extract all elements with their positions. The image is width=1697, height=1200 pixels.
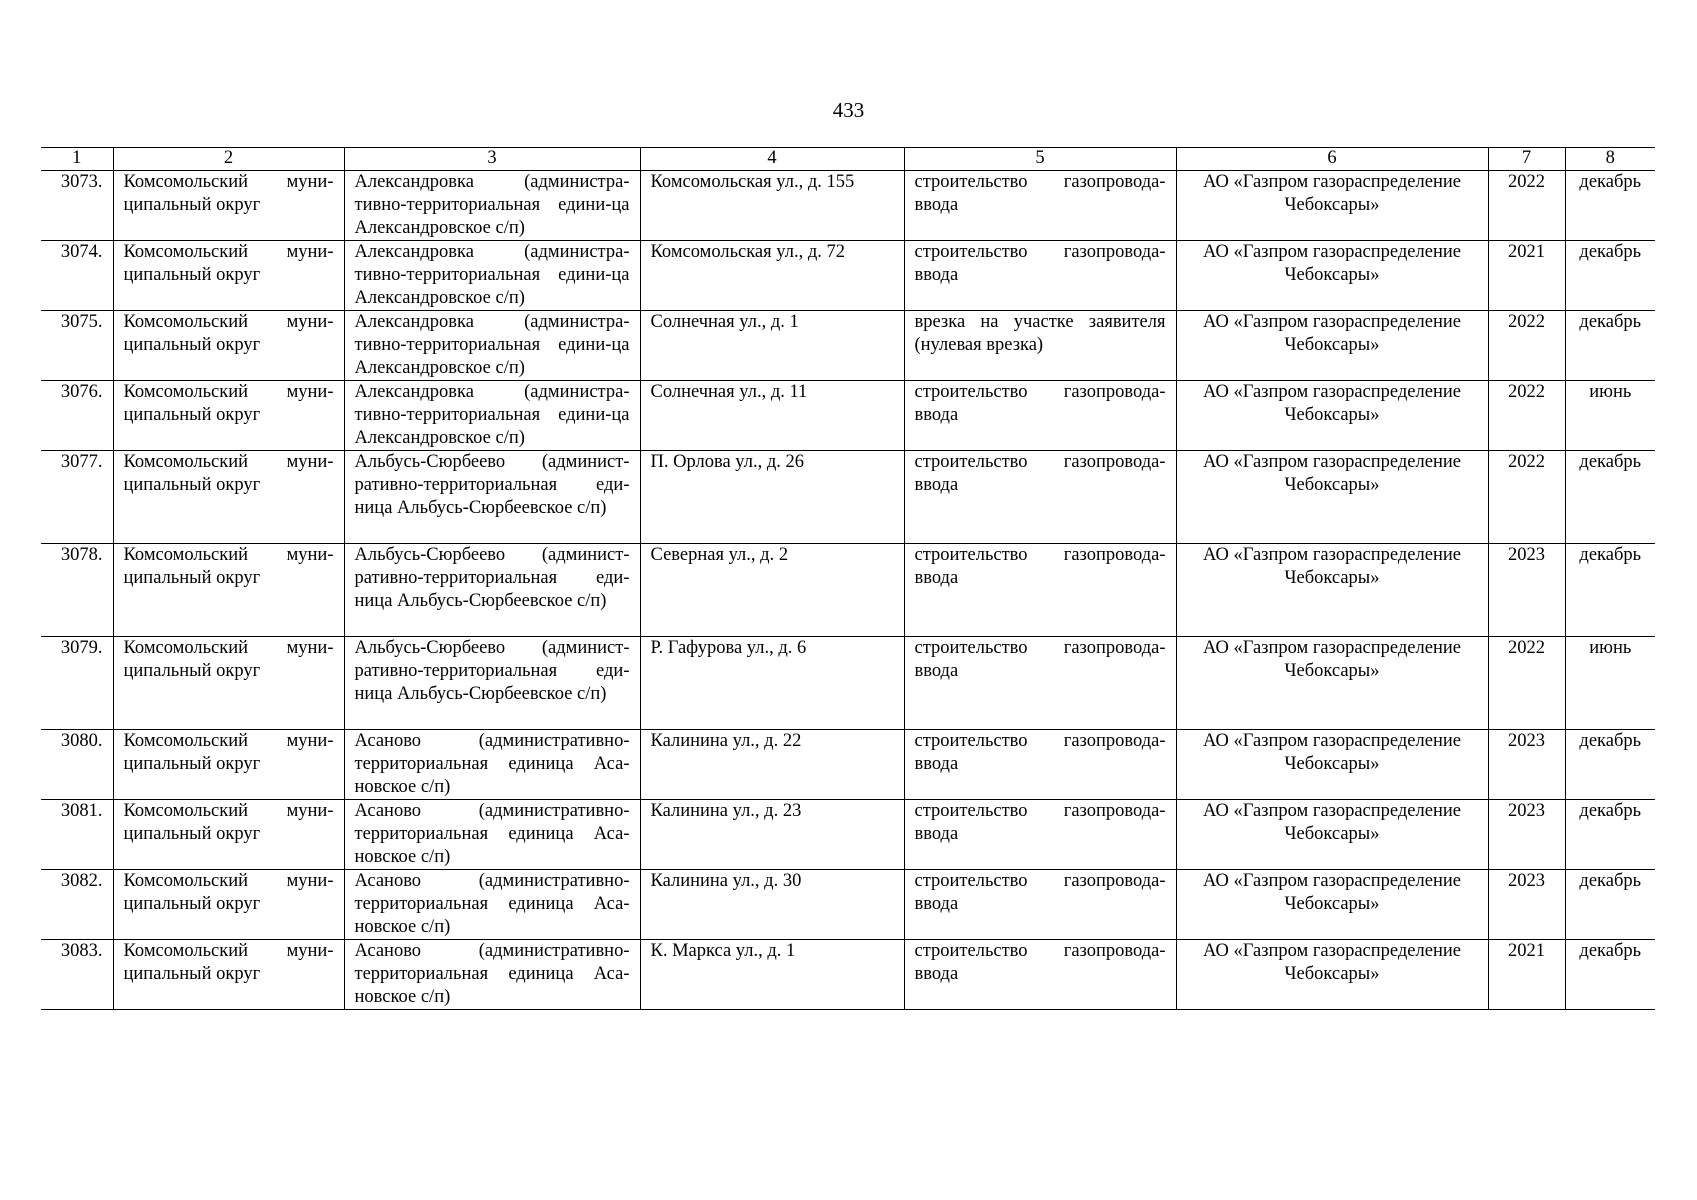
row-number: 3079. — [41, 637, 113, 730]
work-type-cell: строительство газопровода-ввода — [904, 870, 1176, 940]
year-cell: 2021 — [1488, 241, 1565, 311]
column-header: 1 — [41, 148, 113, 171]
page-number: 433 — [832, 98, 865, 122]
municipality-cell: Комсомольский муни-ципальный округ — [113, 637, 344, 730]
address-cell: Северная ул., д. 2 — [640, 544, 904, 637]
month-cell: декабрь — [1565, 171, 1655, 241]
column-header: 8 — [1565, 148, 1655, 171]
table-row — [41, 381, 1655, 451]
municipality-cell: Комсомольский муни-ципальный округ — [113, 241, 344, 311]
address-cell: Калинина ул., д. 30 — [640, 870, 904, 940]
locality-cell: Асаново (административно-территориальная единица Аса-новское с/п) — [344, 870, 640, 940]
organization-cell: АО «Газпром газораспределение Чебоксары» — [1176, 870, 1488, 940]
work-type-cell: строительство газопровода-ввода — [904, 381, 1176, 451]
year-cell: 2022 — [1488, 381, 1565, 451]
work-type-cell: строительство газопровода-ввода — [904, 241, 1176, 311]
month-cell: июнь — [1565, 381, 1655, 451]
table-row — [41, 451, 1655, 544]
year-cell: 2023 — [1488, 870, 1565, 940]
municipality-cell: Комсомольский муни-ципальный округ — [113, 311, 344, 381]
column-header: 4 — [640, 148, 904, 171]
municipality-cell: Комсомольский муни-ципальный округ — [113, 940, 344, 1010]
locality-cell: Альбусь-Сюрбеево (админист-ративно-территориальная еди-ница Альбусь-Сюрбеевское с/п) — [344, 637, 640, 730]
row-number: 3075. — [41, 311, 113, 381]
table-header-row — [41, 148, 1655, 171]
municipality-cell: Комсомольский муни-ципальный округ — [113, 171, 344, 241]
organization-cell: АО «Газпром газораспределение Чебоксары» — [1176, 451, 1488, 544]
locality-cell: Александровка (администра-тивно-территориальная едини-ца Александровское с/п) — [344, 381, 640, 451]
municipality-cell: Комсомольский муни-ципальный округ — [113, 451, 344, 544]
row-number: 3080. — [41, 730, 113, 800]
address-cell: Р. Гафурова ул., д. 6 — [640, 637, 904, 730]
organization-cell: АО «Газпром газораспределение Чебоксары» — [1176, 171, 1488, 241]
locality-cell: Альбусь-Сюрбеево (админист-ративно-территориальная еди-ница Альбусь-Сюрбеевское с/п) — [344, 451, 640, 544]
municipality-cell: Комсомольский муни-ципальный округ — [113, 800, 344, 870]
locality-cell: Александровка (администра-тивно-территориальная едини-ца Александровское с/п) — [344, 311, 640, 381]
month-cell: июнь — [1565, 637, 1655, 730]
municipality-cell: Комсомольский муни-ципальный округ — [113, 544, 344, 637]
table-row — [41, 940, 1655, 1010]
column-header: 2 — [113, 148, 344, 171]
row-number: 3073. — [41, 171, 113, 241]
table-row — [41, 241, 1655, 311]
organization-cell: АО «Газпром газораспределение Чебоксары» — [1176, 637, 1488, 730]
address-cell: Комсомольская ул., д. 72 — [640, 241, 904, 311]
organization-cell: АО «Газпром газораспределение Чебоксары» — [1176, 381, 1488, 451]
organization-cell: АО «Газпром газораспределение Чебоксары» — [1176, 544, 1488, 637]
table-row — [41, 544, 1655, 637]
work-type-cell: строительство газопровода-ввода — [904, 940, 1176, 1010]
year-cell: 2022 — [1488, 171, 1565, 241]
row-number: 3082. — [41, 870, 113, 940]
year-cell: 2023 — [1488, 544, 1565, 637]
address-cell: Солнечная ул., д. 11 — [640, 381, 904, 451]
work-type-cell: строительство газопровода-ввода — [904, 637, 1176, 730]
row-number: 3081. — [41, 800, 113, 870]
row-number: 3074. — [41, 241, 113, 311]
year-cell: 2022 — [1488, 311, 1565, 381]
address-cell: Калинина ул., д. 22 — [640, 730, 904, 800]
municipality-cell: Комсомольский муни-ципальный округ — [113, 870, 344, 940]
column-header: 7 — [1488, 148, 1565, 171]
locality-cell: Асаново (административно-территориальная единица Аса-новское с/п) — [344, 730, 640, 800]
municipality-cell: Комсомольский муни-ципальный округ — [113, 730, 344, 800]
table-row — [41, 870, 1655, 940]
locality-cell: Асаново (административно-территориальная единица Аса-новское с/п) — [344, 800, 640, 870]
locality-cell: Асаново (административно-территориальная единица Аса-новское с/п) — [344, 940, 640, 1010]
address-cell: Комсомольская ул., д. 155 — [640, 171, 904, 241]
column-header: 5 — [904, 148, 1176, 171]
organization-cell: АО «Газпром газораспределение Чебоксары» — [1176, 311, 1488, 381]
address-cell: Калинина ул., д. 23 — [640, 800, 904, 870]
table-row — [41, 800, 1655, 870]
row-number: 3077. — [41, 451, 113, 544]
address-cell: П. Орлова ул., д. 26 — [640, 451, 904, 544]
month-cell: декабрь — [1565, 940, 1655, 1010]
table-row — [41, 171, 1655, 241]
row-number: 3076. — [41, 381, 113, 451]
month-cell: декабрь — [1565, 730, 1655, 800]
column-header: 6 — [1176, 148, 1488, 171]
organization-cell: АО «Газпром газораспределение Чебоксары» — [1176, 940, 1488, 1010]
month-cell: декабрь — [1565, 800, 1655, 870]
year-cell: 2023 — [1488, 730, 1565, 800]
locality-cell: Альбусь-Сюрбеево (админист-ративно-территориальная еди-ница Альбусь-Сюрбеевское с/п) — [344, 544, 640, 637]
work-type-cell: строительство газопровода-ввода — [904, 800, 1176, 870]
year-cell: 2022 — [1488, 637, 1565, 730]
month-cell: декабрь — [1565, 311, 1655, 381]
work-type-cell: строительство газопровода-ввода — [904, 171, 1176, 241]
month-cell: декабрь — [1565, 451, 1655, 544]
column-header: 3 — [344, 148, 640, 171]
municipality-cell: Комсомольский муни-ципальный округ — [113, 381, 344, 451]
row-number: 3083. — [41, 940, 113, 1010]
year-cell: 2021 — [1488, 940, 1565, 1010]
organization-cell: АО «Газпром газораспределение Чебоксары» — [1176, 730, 1488, 800]
locality-cell: Александровка (администра-тивно-территориальная едини-ца Александровское с/п) — [344, 171, 640, 241]
year-cell: 2022 — [1488, 451, 1565, 544]
row-number: 3078. — [41, 544, 113, 637]
table-row — [41, 311, 1655, 381]
organization-cell: АО «Газпром газораспределение Чебоксары» — [1176, 241, 1488, 311]
address-cell: К. Маркса ул., д. 1 — [640, 940, 904, 1010]
month-cell: декабрь — [1565, 870, 1655, 940]
work-type-cell: строительство газопровода-ввода — [904, 451, 1176, 544]
month-cell: декабрь — [1565, 544, 1655, 637]
address-cell: Солнечная ул., д. 1 — [640, 311, 904, 381]
work-type-cell: врезка на участке заявителя (нулевая врезка) — [904, 311, 1176, 381]
table-row — [41, 730, 1655, 800]
table-row — [41, 637, 1655, 730]
work-type-cell: строительство газопровода-ввода — [904, 544, 1176, 637]
data-table — [41, 147, 1655, 1010]
work-type-cell: строительство газопровода-ввода — [904, 730, 1176, 800]
year-cell: 2023 — [1488, 800, 1565, 870]
organization-cell: АО «Газпром газораспределение Чебоксары» — [1176, 800, 1488, 870]
month-cell: декабрь — [1565, 241, 1655, 311]
locality-cell: Александровка (администра-тивно-территориальная едини-ца Александровское с/п) — [344, 241, 640, 311]
